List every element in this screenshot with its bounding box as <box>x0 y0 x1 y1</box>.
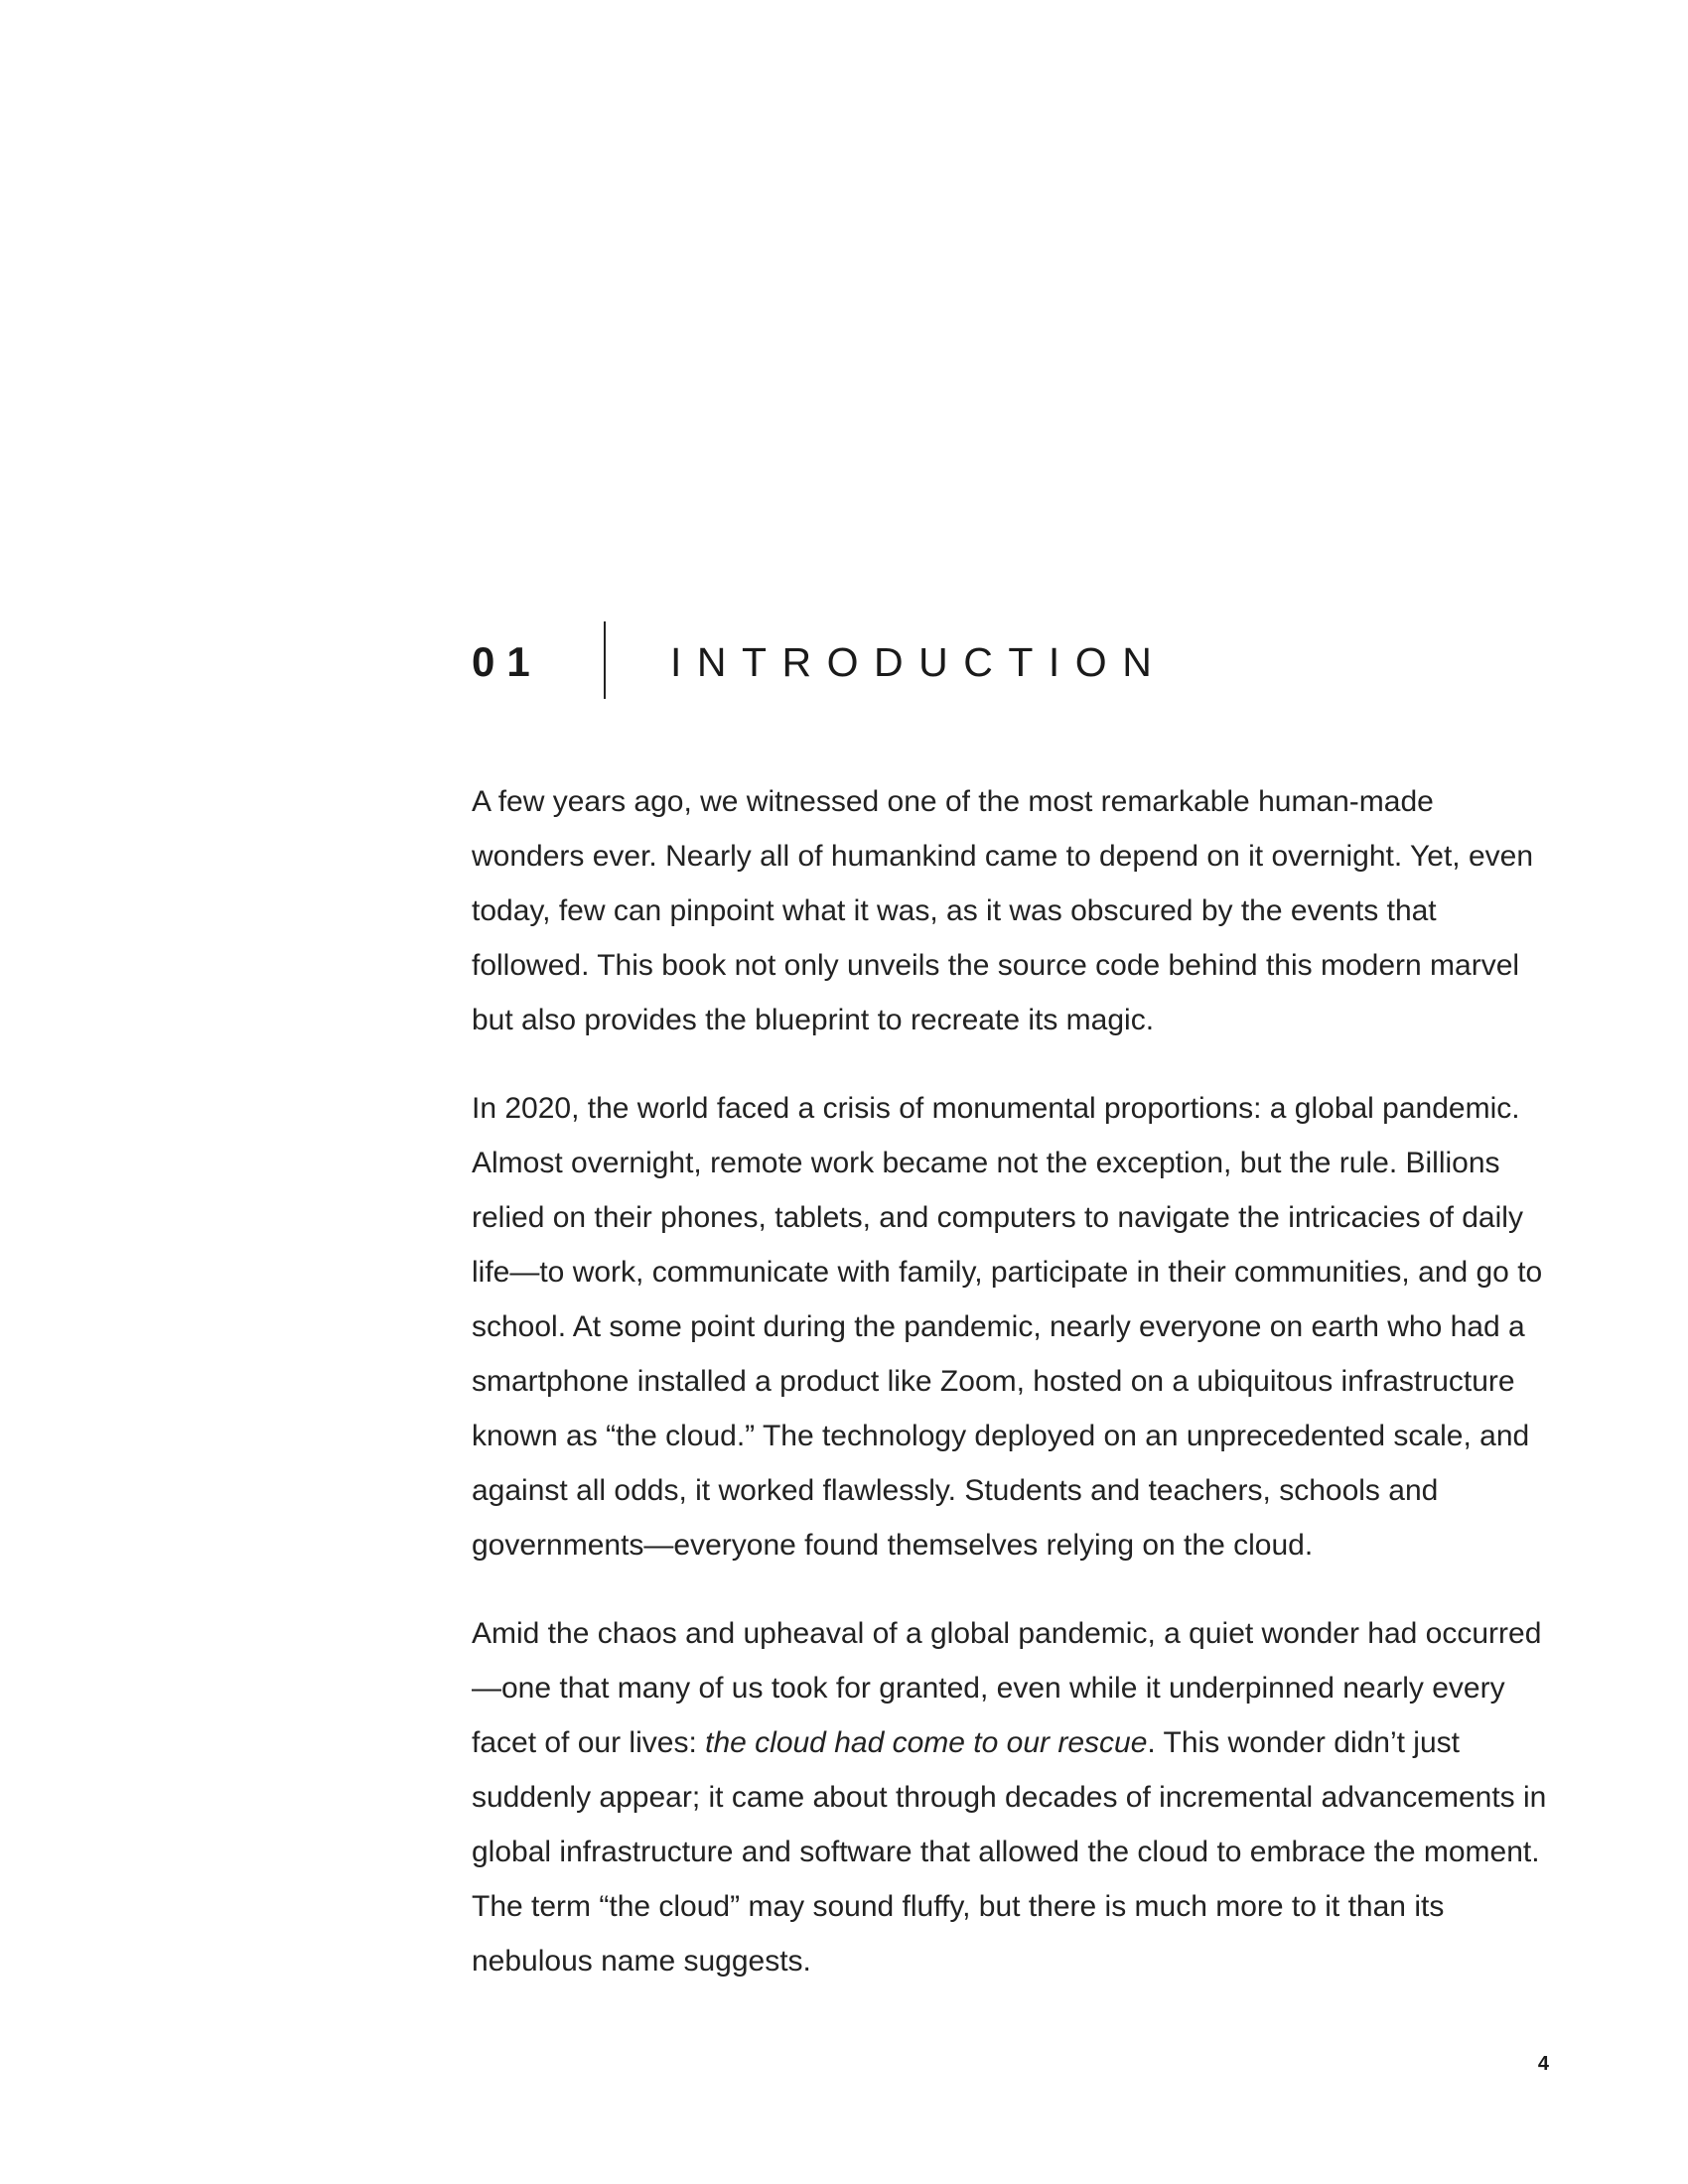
paragraph-3 <box>472 1606 1554 1988</box>
chapter-title: INTRODUCTION <box>670 639 1168 685</box>
paragraph-3-after: . This wonder didn’t just suddenly appear; it came about through decades of incremental advancements in global infrastructure and software that allowed the cloud to embrace the moment. The term “the cloud” may sound fluffy, but there is much more to it than its nebulous name suggests. <box>472 1726 1547 1978</box>
chapter-number: 01 <box>472 638 542 685</box>
paragraph-2: In 2020, the world faced a crisis of monumental proportions: a global pandemic. Almost overnight, remote work became not the exception, but the rule. Billions relied on their phones, tablets, and computers to navigate the intricacies of daily life—to work, communicate with family, participate in their communities, and go to school. At some point during the pandemic, nearly everyone on earth who had a smartphone installed a product like Zoom, hosted on a ubiquitous infrastructure known as “the cloud.” The technology deployed on an unprecedented scale, and against all odds, it worked flawlessly. Students and teachers, schools and governments—everyone found themselves relying on the cloud. <box>472 1092 1543 1562</box>
paragraph-3-emphasis: the cloud had come to our rescue <box>705 1726 1148 1759</box>
page-number: 4 <box>1537 2053 1549 2075</box>
paragraph-1: A few years ago, we witnessed one of the most remarkable human-made wonders ever. Nearly all of humankind came to depend on it overnight. Yet, even today, few can pinpoint what it was, as it was obscured by the events that followed. This book not only unveils the source code behind this modern marvel but also provides the blueprint to recreate its magic. <box>472 785 1533 1036</box>
chapter-header <box>472 621 1266 701</box>
paragraph-3-before: Amid the chaos and upheaval of a global pandemic, a quiet wonder had occurred—one that many of us took for granted, even while it underpinned nearly every facet of our lives: <box>472 1617 1542 1759</box>
chapter-divider <box>604 621 606 699</box>
body-text <box>472 774 1554 2022</box>
